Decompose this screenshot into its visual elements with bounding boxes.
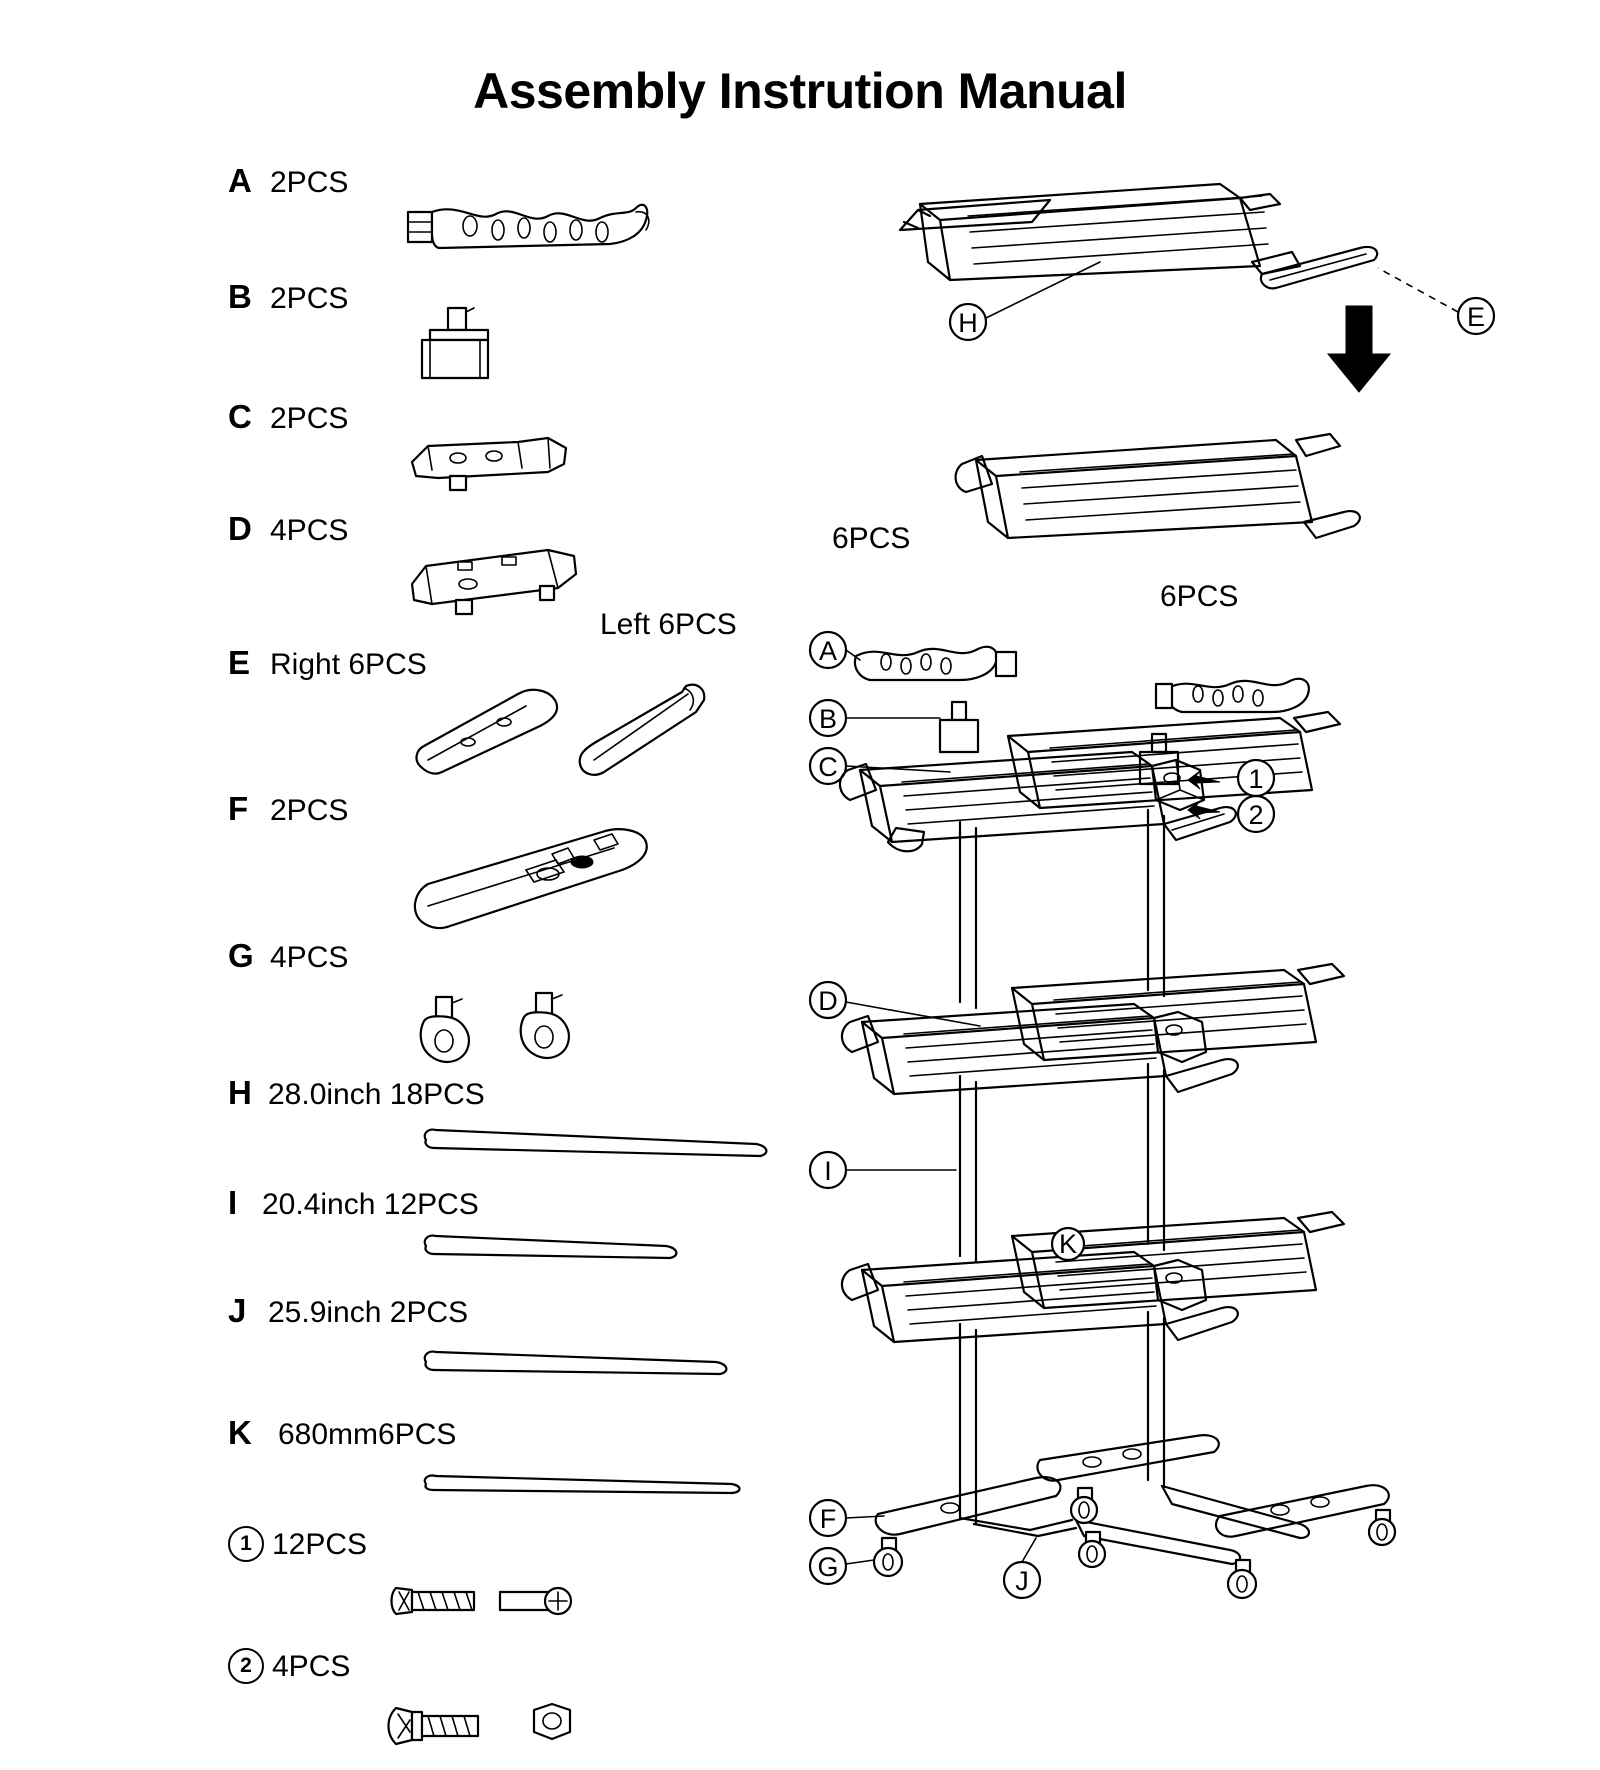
part-qty-E-left: Left 6PCS — [600, 608, 737, 641]
part-row-F — [0, 778, 800, 928]
callout-F: F — [819, 1504, 837, 1534]
part-code-J: J — [228, 1292, 247, 1329]
part-art-F — [406, 826, 686, 936]
part-code-G: G — [228, 937, 254, 974]
part-qty-H: 28.0inch 18PCS — [268, 1078, 485, 1111]
rack-part-A-left — [855, 647, 1016, 680]
part-code-C: C — [228, 398, 252, 435]
part-art-B — [400, 304, 530, 394]
part-art-screw-2 — [388, 1696, 598, 1762]
step1-shelf-assembly — [800, 170, 1600, 480]
part-art-D — [398, 540, 598, 630]
part-row-2 — [0, 1640, 800, 1770]
part-art-A — [400, 190, 690, 270]
part-row-G — [0, 925, 800, 1070]
part-art-C — [398, 428, 588, 508]
callout-B: B — [818, 704, 838, 734]
callout-G: G — [817, 1552, 839, 1582]
part-code-I: I — [228, 1184, 238, 1221]
part-art-E-left — [560, 676, 720, 786]
part-code-1: 1 — [228, 1526, 264, 1562]
part-qty-A: 2PCS — [270, 166, 349, 199]
callout-2: 2 — [1248, 800, 1264, 830]
part-qty-1: 12PCS — [272, 1528, 368, 1561]
exploded-diagram — [800, 150, 1600, 1600]
callout-A: A — [818, 636, 838, 666]
part-row-1 — [0, 1518, 800, 1648]
part-qty-E-right: Right 6PCS — [270, 648, 427, 681]
rack-base — [874, 1435, 1395, 1598]
part-qty-I: 20.4inch 12PCS — [262, 1188, 479, 1221]
part-code-H: H — [228, 1074, 252, 1111]
part-code-D: D — [228, 510, 252, 547]
part-row-C — [0, 386, 800, 506]
part-qty-G: 4PCS — [270, 941, 349, 974]
part-art-H — [420, 1122, 780, 1162]
part-qty-B: 2PCS — [270, 282, 349, 315]
callout-E: E — [1466, 302, 1486, 332]
callout-H: H — [958, 308, 978, 338]
parts-list — [0, 150, 800, 1683]
part-row-E — [0, 608, 800, 778]
part-code-K: K — [228, 1414, 252, 1451]
part-code-E: E — [228, 644, 251, 681]
part-row-J — [0, 1280, 800, 1410]
part-code-B: B — [228, 278, 252, 315]
callout-D: D — [818, 986, 838, 1016]
part-qty-C: 2PCS — [270, 402, 349, 435]
part-art-K — [420, 1470, 750, 1500]
part-row-H — [0, 1062, 800, 1182]
part-art-I — [420, 1230, 690, 1266]
part-code-A: A — [228, 162, 252, 199]
part-row-I — [0, 1172, 800, 1292]
part-qty-D: 4PCS — [270, 514, 349, 547]
step1-pcs-right: 6PCS — [1160, 580, 1239, 613]
part-row-B — [0, 266, 800, 391]
rack-tier-2 — [842, 964, 1344, 1094]
part-row-D — [0, 498, 800, 623]
callout-C: C — [818, 752, 838, 782]
part-art-screw-1 — [390, 1574, 590, 1634]
part-code-2: 2 — [228, 1648, 264, 1684]
part-art-J — [420, 1346, 740, 1382]
rack-tier-3 — [842, 1212, 1344, 1342]
part-qty-2: 4PCS — [272, 1650, 351, 1683]
part-row-A — [0, 150, 800, 270]
callout-K: K — [1058, 1229, 1078, 1259]
part-qty-K: 680mm6PCS — [278, 1418, 457, 1451]
callout-J: J — [1015, 1566, 1029, 1596]
part-code-F: F — [228, 790, 249, 827]
part-qty-F: 2PCS — [270, 794, 349, 827]
rack-exploded-view — [800, 470, 1600, 1596]
callout-I: I — [824, 1156, 832, 1186]
part-row-K — [0, 1402, 800, 1527]
page-title: Assembly Instrution Manual — [473, 63, 1127, 119]
part-qty-J: 25.9inch 2PCS — [268, 1296, 469, 1329]
rack-part-B — [940, 702, 978, 752]
part-art-E-right — [408, 680, 568, 780]
rack-part-A-right — [1156, 679, 1309, 712]
callout-1: 1 — [1248, 764, 1264, 794]
step1-pcs-left: 6PCS — [832, 522, 911, 555]
